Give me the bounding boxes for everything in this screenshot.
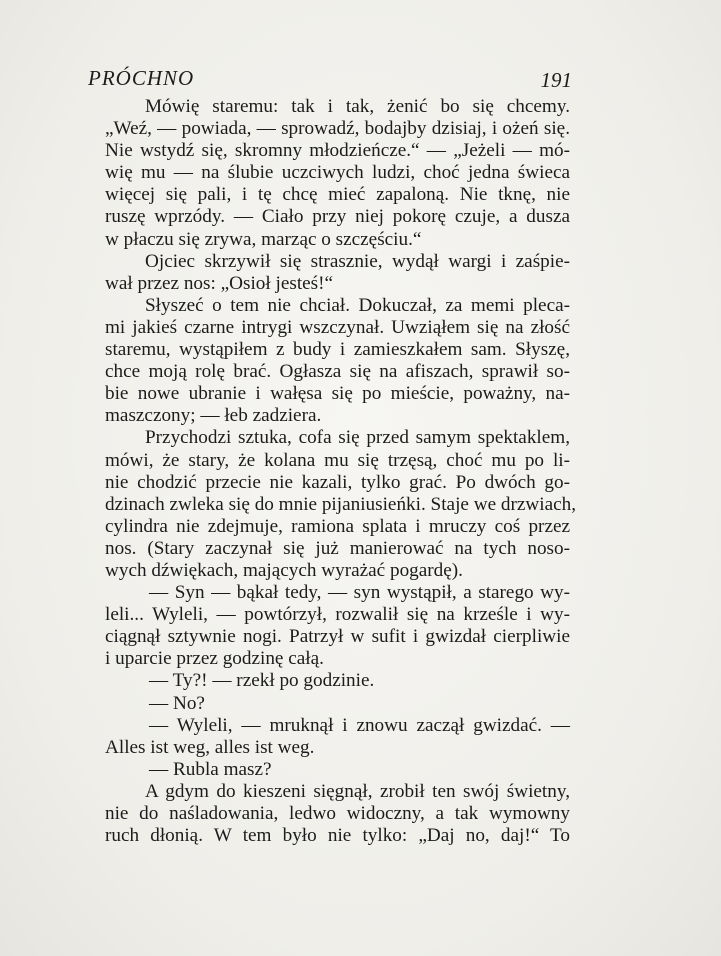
text-line: ruch dłonią. W tem było nie tylko: „Daj no, daj!“ To [105, 825, 570, 847]
text-line: — No? [149, 692, 205, 714]
text-line: mówi, że stary, że kolana mu się trzęsą, choć mu po li- [105, 449, 570, 471]
text-line: wał przez nos: „Osioł jesteś!“ [105, 272, 334, 294]
text-line: ruszę wprzódy. — Ciało przy niej pokorę czuje, a dusza [105, 206, 570, 228]
text-line: — Ty?! — rzekł po godzinie. [149, 670, 375, 692]
text-line: nie do naśladowania, ledwo widoczny, a tak wymowny [105, 803, 570, 824]
text-line: — Rubla masz? [149, 758, 272, 780]
body-text [105, 96, 577, 847]
text-line: — Syn — bąkał tedy, — syn wystąpił, a starego wy- [149, 582, 570, 604]
text-line: wych dźwiękach, mających wyrażać pogardę). [105, 559, 463, 581]
text-line: cylindra nie zdejmuje, ramiona splata i mruczy coś przez [105, 515, 570, 537]
text-line: w płaczu się zrywa, marząc o szczęściu.“ [105, 228, 422, 250]
text-line: więcej się pali, i tę chcę mieć zapaloną. Nie tknę, nie [105, 184, 570, 206]
text-line: ciągnął sztywnie nogi. Patrzył w sufit i gwizdał cierpliwie [105, 626, 570, 648]
running-head [88, 66, 572, 96]
text-line: Słyszeć o tem nie chciał. Dokuczał, za memi pleca- [145, 294, 570, 316]
text-line: Przychodzi sztuka, cofa się przed samym spektaklem, [145, 427, 570, 449]
text-line: maszczony; — łeb zadziera. [105, 405, 322, 427]
text-line: nos. (Stary zaczynał się już manierować na tych noso- [105, 537, 570, 559]
text-line: wię mu — na ślubie uczciwych ludzi, choć jedna świeca [105, 162, 570, 184]
text-line: Alles ist weg, alles ist weg. [105, 736, 315, 758]
text-line: Ojciec skrzywił się strasznie, wydął wargi i zaśpie- [145, 250, 570, 272]
text-line: chce moją rolę brać. Ogłasza się na afiszach, sprawił so- [105, 361, 570, 383]
text-line: Nie wstydź się, skromny młodzieńcze.“ — „Jeżeli — mó- [105, 140, 570, 162]
running-head-title: PRÓCHNO [88, 66, 195, 90]
text-line: mi jakieś czarne intrygi wszczynał. Uwziąłem się na złość [105, 316, 570, 338]
text-line: „Weź, — powiada, — sprowadź, bodajby dzisiaj, i ożeń się. [105, 118, 570, 140]
text-line: staremu, wystąpiłem z budy i zamieszkałem sam. Słyszę, [105, 339, 570, 361]
text-line: leli... Wyleli, — powtórzył, rozwalił się na krześle i wy- [105, 604, 570, 626]
text-line: bie nowe ubranie i wałęsa się po mieście, poważny, na- [105, 383, 570, 405]
page-number: 191 [540, 68, 572, 92]
text-line: A gdym do kieszeni sięgnął, zrobił ten swój świetny, [145, 780, 570, 802]
text-line: — Wyleli, — mruknął i znowu zaczął gwizdać. — [149, 714, 570, 736]
text-line: Mówię staremu: tak i tak, żenić bo się chcemy. [145, 96, 570, 117]
text-line: i uparcie przez godzinę całą. [105, 648, 324, 670]
text-line: dzinach zwleka się do mnie pijaniusieńki. Staje we drzwiach, [105, 493, 577, 515]
text-line: nie chodzić przecie nie kazali, tylko grać. Po dwóch go- [105, 471, 570, 493]
